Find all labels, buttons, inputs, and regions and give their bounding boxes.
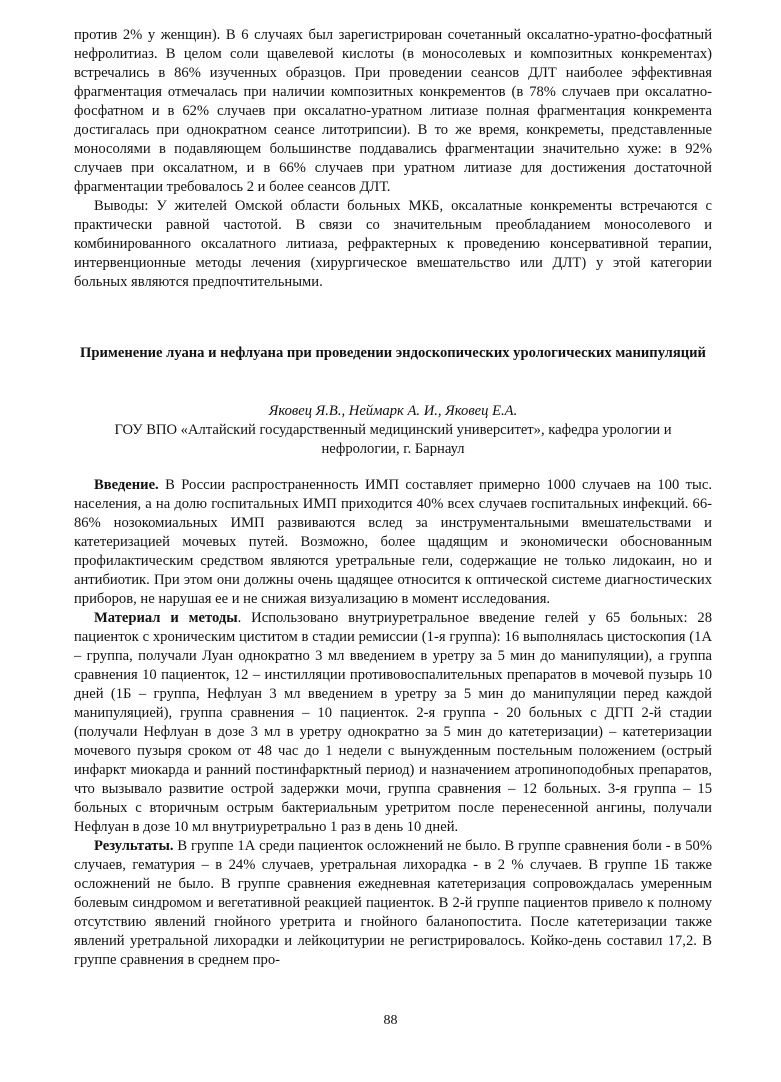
article-authors: Яковец Я.В., Неймарк А. И., Яковец Е.А. bbox=[268, 403, 518, 419]
article-title: Применение луана и нефлуана при проведении эндоскопических урологических манипуляций bbox=[80, 345, 706, 361]
article-affiliation: ГОУ ВПО «Алтайский государственный медицинский университет», кафедра урологии и нефрологии, г. Барнаул bbox=[114, 422, 672, 457]
continuation-paragraph: против 2% у женщин). В 6 случаях был зарегистрирован сочетанный оксалатно-уратно-фосфатный нефролитиаз. В целом соли щавелевой кислоты (в моносолевых и композитных конкрементах) встречались в 86% изученных образцов. При проведении сеансов ДЛТ наиболее эффективная фрагментация отмечалась при наличии композитных конкрементов (в 78% случаев при оксалатно-фосфатном и в 62% случаев при оксалатно-уратном литиазе полная фрагментация конкремента достигалась при однократном сеансе литотрипсии). В то же время, конкреметы, представленные моносолями в подавляющем большинстве поддавались фрагментации значительно хуже: в 92% случаев при оксалатном, и в 66% случаев при уратном литиазе для достижения достаточной фрагментации требовалось 2 и более сеансов ДЛТ. bbox=[74, 27, 712, 195]
page-number: 88 bbox=[383, 1013, 398, 1028]
introduction-text: В России распространенность ИМП составляет примерно 1000 случаев на 100 тыс. населения, а на долю госпитальных ИМП приходится 40% всех случаев госпитальных инфекций. 66-86% нозокомиальных ИМП развиваются вслед за инструментальными вмешательствами и катетеризацией мочевых путей. Возможно, более щадящим и экономически обоснованным профилактическим средством являются уретральные гели, содержащие не только лидокаин, но и антибиотик. При этом они должны очень щадящее относится к оптической системе диагностических приборов, не нарушая ее и не снижая визуализацию в момент исследования. bbox=[74, 477, 712, 607]
methods-paragraph bbox=[74, 609, 712, 837]
methods-text: . Использовано внутриуретральное введение гелей у 65 больных: 28 пациенток с хроническим циститом в стадии ремиссии (1-я группа): 16 выполнялась цистоскопия (1А – группа, получали Луан однократно 3 мл введением в уретру за 5 мин до манипуляции), а группа сравнения 10 пациенток, 12 – инстилляции противовоспалительных препаратов в мочевой пузырь 10 дней (1Б – группа, Нефлуан 3 мл введением в уретру за 5 мин до манипуляции перед каждой манипуляцией), группа сравнения – 10 пациенток. 2-я группа - 20 больных с ДГП 2-й стадии (получали Нефлуан в дозе 3 мл в уретру однократно за 5 мин до катетеризации) – катетеризации мочевого пузыря сроком от 48 час до 1 недели с вынужденным постельным положением (острый инфаркт миокарда и ранний постинфарктный период) и назначением атропиноподобных препаратов, что вызывало развитие острой задержки мочи, группа сравнения – 12 больных. 3-я группа – 15 больных с вторичным острым бактериальным уретритом после перенесенной ангины, получали Нефлуан в дозе 10 мл внутриуретрально 1 раз в день 10 дней. bbox=[74, 610, 712, 835]
introduction-heading: Введение. bbox=[94, 477, 159, 493]
previous-article-text bbox=[74, 26, 712, 292]
results-heading: Результаты. bbox=[94, 838, 174, 854]
article-body bbox=[74, 476, 712, 970]
introduction-paragraph bbox=[74, 476, 712, 609]
results-text: В группе 1А среди пациенток осложнений не было. В группе сравнения боли - в 50% случаев, гематурия – в 24% случаев, уретральная лихорадка - в 2 % случаев. В группе 1Б также осложнений не было. В группе сравнения ежедневная катетеризация сопровождалась умеренным болевым синдромом и вегетативной реакцией пациенток. В 2-й группе пациентов привело к полному отсутствию явлений гнойного уретрита и гнойного баланопостита. После катетеризации также явлений уретральной лихорадки и лейкоцитурии не регистрировалось. Койко-день составил 17,2. В группе сравнения в среднем про- bbox=[74, 838, 712, 968]
conclusions-paragraph: Выводы: У жителей Омской области больных МКБ, оксалатные конкременты встречаются с практически равной частотой. В связи со значительным преобладанием моносолевого и комбинированного оксалатного литиаза, рефрактерных к проведению консервативной терапии, интервенционные методы лечения (хирургическое вмешательство или ДЛТ) у этой категории больных являются предпочтительными. bbox=[74, 198, 712, 290]
results-paragraph bbox=[74, 837, 712, 970]
methods-heading: Материал и методы bbox=[94, 610, 238, 626]
